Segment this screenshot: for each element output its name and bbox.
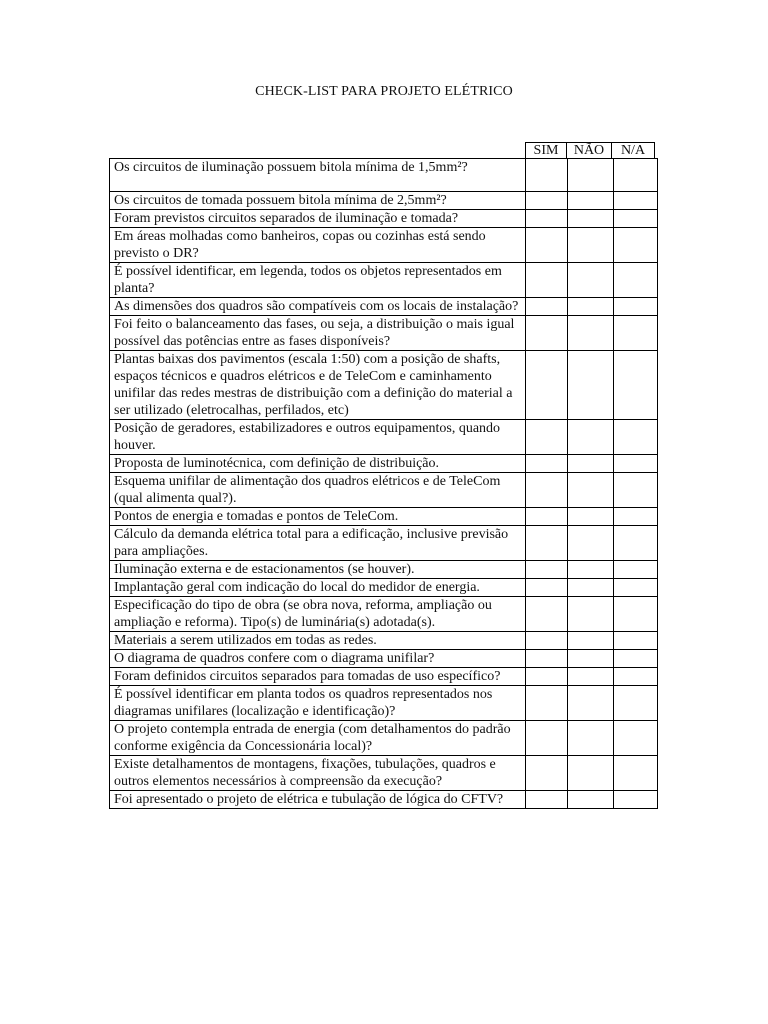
nao-checkbox[interactable] [567, 192, 613, 210]
nao-checkbox[interactable] [567, 298, 613, 316]
nao-checkbox[interactable] [567, 597, 613, 632]
table-row [110, 756, 658, 791]
na-checkbox[interactable] [613, 668, 657, 686]
table-row [110, 579, 658, 597]
na-checkbox[interactable] [613, 473, 657, 508]
table-row [110, 561, 658, 579]
sim-checkbox[interactable] [525, 192, 567, 210]
nao-checkbox[interactable] [567, 526, 613, 561]
na-checkbox[interactable] [613, 192, 657, 210]
question-text: Materiais a serem utilizados em todas as redes. [110, 632, 526, 650]
question-text: Foi apresentado o projeto de elétrica e tubulação de lógica do CFTV? [110, 791, 526, 809]
table-row [110, 791, 658, 809]
nao-checkbox[interactable] [567, 420, 613, 455]
question-text: Em áreas molhadas como banheiros, copas ou cozinhas está sendo previsto o DR? [110, 228, 526, 263]
nao-checkbox[interactable] [567, 316, 613, 351]
na-checkbox[interactable] [613, 420, 657, 455]
column-header-na: N/A [612, 143, 655, 159]
table-row [110, 721, 658, 756]
table-row [110, 316, 658, 351]
nao-checkbox[interactable] [567, 668, 613, 686]
question-text: Implantação geral com indicação do local do medidor de energia. [110, 579, 526, 597]
question-text: É possível identificar em planta todos os quadros representados nos diagramas unifilares (localização e identificação)? [110, 686, 526, 721]
nao-checkbox[interactable] [567, 455, 613, 473]
question-text: Os circuitos de tomada possuem bitola mínima de 2,5mm²? [110, 192, 526, 210]
table-row [110, 455, 658, 473]
nao-checkbox[interactable] [567, 561, 613, 579]
question-text: Existe detalhamentos de montagens, fixações, tubulações, quadros e outros elementos necessários à compreensão da execução? [110, 756, 526, 791]
question-text: O projeto contempla entrada de energia (com detalhamentos do padrão conforme exigência da Concessionária local)? [110, 721, 526, 756]
na-checkbox[interactable] [613, 561, 657, 579]
sim-checkbox[interactable] [525, 650, 567, 668]
na-checkbox[interactable] [613, 686, 657, 721]
question-text: É possível identificar, em legenda, todos os objetos representados em planta? [110, 263, 526, 298]
sim-checkbox[interactable] [525, 686, 567, 721]
question-text: Plantas baixas dos pavimentos (escala 1:50) com a posição de shafts, espaços técnicos e quadros elétricos e de TeleCom e caminhamento unifilar das redes mestras de distribuição com a definição do material a ser utilizado (eletrocalhas, perfilados, etc) [110, 351, 526, 420]
na-checkbox[interactable] [613, 721, 657, 756]
sim-checkbox[interactable] [525, 632, 567, 650]
na-checkbox[interactable] [613, 650, 657, 668]
sim-checkbox[interactable] [525, 298, 567, 316]
table-row [110, 298, 658, 316]
sim-checkbox[interactable] [525, 508, 567, 526]
column-header-nao: NÃO [567, 143, 612, 159]
table-row [110, 526, 658, 561]
nao-checkbox[interactable] [567, 756, 613, 791]
table-row [110, 597, 658, 632]
na-checkbox[interactable] [613, 508, 657, 526]
table-row [110, 686, 658, 721]
table-row [110, 351, 658, 420]
question-text: Esquema unifilar de alimentação dos quadros elétricos e de TeleCom (qual alimenta qual?). [110, 473, 526, 508]
nao-checkbox[interactable] [567, 721, 613, 756]
na-checkbox[interactable] [613, 791, 657, 809]
sim-checkbox[interactable] [525, 756, 567, 791]
nao-checkbox[interactable] [567, 632, 613, 650]
question-text: Os circuitos de iluminação possuem bitola mínima de 1,5mm²? [110, 159, 526, 192]
table-row [110, 420, 658, 455]
table-row [110, 508, 658, 526]
na-checkbox[interactable] [613, 455, 657, 473]
na-checkbox[interactable] [613, 263, 657, 298]
na-checkbox[interactable] [613, 298, 657, 316]
table-row [110, 632, 658, 650]
na-checkbox[interactable] [613, 526, 657, 561]
column-header-sim: SIM [526, 143, 567, 159]
checklist-table [109, 158, 658, 809]
na-checkbox[interactable] [613, 210, 657, 228]
sim-checkbox[interactable] [525, 159, 567, 192]
question-text: Foi feito o balanceamento das fases, ou seja, a distribuição o mais igual possível das potências entre as fases disponíveis? [110, 316, 526, 351]
sim-checkbox[interactable] [525, 721, 567, 756]
question-text: Iluminação externa e de estacionamentos (se houver). [110, 561, 526, 579]
na-checkbox[interactable] [613, 579, 657, 597]
sim-checkbox[interactable] [525, 597, 567, 632]
na-checkbox[interactable] [613, 597, 657, 632]
na-checkbox[interactable] [613, 228, 657, 263]
question-text: Proposta de luminotécnica, com definição de distribuição. [110, 455, 526, 473]
table-row [110, 210, 658, 228]
sim-checkbox[interactable] [525, 228, 567, 263]
nao-checkbox[interactable] [567, 351, 613, 420]
nao-checkbox[interactable] [567, 791, 613, 809]
nao-checkbox[interactable] [567, 159, 613, 192]
sim-checkbox[interactable] [525, 351, 567, 420]
question-text: Foram previstos circuitos separados de iluminação e tomada? [110, 210, 526, 228]
question-text: Especificação do tipo de obra (se obra nova, reforma, ampliação ou ampliação e reforma). Tipo(s) de luminária(s) adotada(s). [110, 597, 526, 632]
answer-column-header [525, 142, 655, 159]
table-row [110, 228, 658, 263]
table-row [110, 650, 658, 668]
sim-checkbox[interactable] [525, 791, 567, 809]
sim-checkbox[interactable] [525, 210, 567, 228]
sim-checkbox[interactable] [525, 420, 567, 455]
na-checkbox[interactable] [613, 351, 657, 420]
na-checkbox[interactable] [613, 756, 657, 791]
sim-checkbox[interactable] [525, 455, 567, 473]
sim-checkbox[interactable] [525, 579, 567, 597]
sim-checkbox[interactable] [525, 526, 567, 561]
sim-checkbox[interactable] [525, 473, 567, 508]
nao-checkbox[interactable] [567, 686, 613, 721]
nao-checkbox[interactable] [567, 650, 613, 668]
nao-checkbox[interactable] [567, 210, 613, 228]
table-row [110, 473, 658, 508]
sim-checkbox[interactable] [525, 668, 567, 686]
table-row [110, 263, 658, 298]
table-row [110, 668, 658, 686]
nao-checkbox[interactable] [567, 579, 613, 597]
table-row [110, 192, 658, 210]
na-checkbox[interactable] [613, 316, 657, 351]
nao-checkbox[interactable] [567, 508, 613, 526]
nao-checkbox[interactable] [567, 473, 613, 508]
page-title: CHECK-LIST PARA PROJETO ELÉTRICO [255, 84, 513, 99]
question-text: Posição de geradores, estabilizadores e outros equipamentos, quando houver. [110, 420, 526, 455]
table-row [110, 159, 658, 192]
sim-checkbox[interactable] [525, 263, 567, 298]
nao-checkbox[interactable] [567, 228, 613, 263]
question-text: Cálculo da demanda elétrica total para a edificação, inclusive previsão para ampliações. [110, 526, 526, 561]
question-text: Foram definidos circuitos separados para tomadas de uso específico? [110, 668, 526, 686]
na-checkbox[interactable] [613, 632, 657, 650]
question-text: As dimensões dos quadros são compatíveis com os locais de instalação? [110, 298, 526, 316]
na-checkbox[interactable] [613, 159, 657, 192]
sim-checkbox[interactable] [525, 561, 567, 579]
nao-checkbox[interactable] [567, 263, 613, 298]
question-text: Pontos de energia e tomadas e pontos de TeleCom. [110, 508, 526, 526]
question-text: O diagrama de quadros confere com o diagrama unifilar? [110, 650, 526, 668]
sim-checkbox[interactable] [525, 316, 567, 351]
